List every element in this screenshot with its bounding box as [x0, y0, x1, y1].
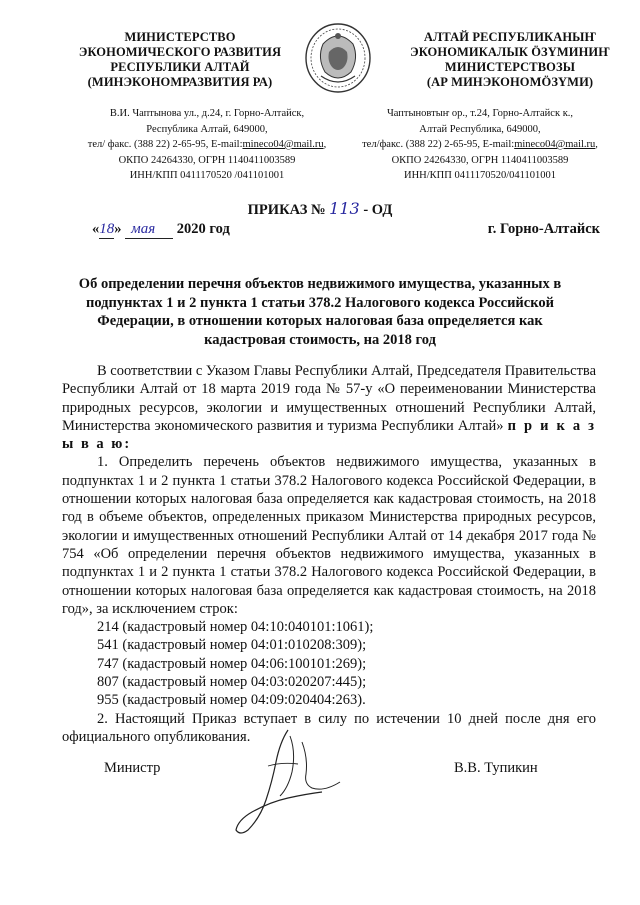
address-altai: [330, 106, 630, 184]
intro-paragraph: [62, 362, 596, 453]
ministry-line: (МИНЭКОНОМРАЗВИТИЯ РА): [87, 75, 273, 89]
ministry-line: (АР МИНЭКОНОМӦЗҮМИ): [426, 75, 594, 89]
exception-item: 955 (кадастровый номер 04:09:020404:263).: [97, 692, 366, 709]
ministry-line: РЕСПУБЛИКИ АЛТАЙ: [110, 60, 250, 74]
item-1: 1. Определить перечень объектов недвижимого имущества, указанных в подпунктах 1 и 2 пункта 1 статьи 378.2 Налогового кодекса Российской Федерации, в отношении которых налоговая база определяется как кадастровая стоимость, на 2018 год в объеме объектов, определенных приказом Министерства природных ресурсов, экологии и имущественных отношений Республики Алтай от 14 декабря 2017 года № 754 «Об определении перечня объектов недвижимого имущества, указанных в подпунктах 1 и 2 пункта 1 статьи 378.2 Налогового кодекса Российской Федерации, в отношении которых налоговая база определяется как кадастровая стоимость, на 2018 год», за исключением строк:: [62, 454, 596, 617]
address-line: Республика Алтай, 649000,: [146, 123, 268, 135]
order-label: ПРИКАЗ №: [247, 202, 326, 218]
month-handwritten: мая: [125, 221, 173, 239]
ministry-name-altai: [390, 30, 630, 90]
order-heading: [0, 199, 640, 219]
phone-text: тел/факс. (388 22) 2-65-95, E-mail:: [362, 139, 515, 150]
punctuation: ,: [595, 139, 598, 150]
prikazyvayu: п р и к а з ы в а ю:: [62, 417, 596, 453]
order-date: [92, 221, 230, 239]
ministry-line: МИНИСТЕРСТВО: [124, 30, 236, 44]
address-line: ИНН/КПП 0411170520/041101001: [404, 170, 556, 181]
exception-item: 541 (кадастровый номер 04:01:010208:309);: [97, 637, 367, 654]
exception-item: 747 (кадастровый номер 04:06:100101:269);: [97, 655, 367, 672]
ministry-line: ЭКОНОМИЧЕСКОГО РАЗВИТИЯ: [78, 45, 282, 59]
address-russian: [62, 106, 352, 184]
punctuation: ,: [323, 139, 327, 150]
date-close-quote: »: [114, 221, 122, 237]
city: г. Горно-Алтайск: [487, 221, 600, 237]
phone-text: тел/ факс. (388 22) 2-65-95, E-mail:: [87, 139, 243, 150]
year-text: 2020 год: [176, 221, 230, 237]
address-line: ИНН/КПП 0411170520 /041101001: [129, 170, 285, 181]
address-line: Алтай Республика, 649000,: [419, 123, 541, 135]
ministry-name-russian: [60, 30, 300, 90]
address-line: В.И. Чаптынова ул., д.24, г. Горно-Алтайск,: [109, 108, 305, 119]
address-line: Чаптыновтыҥ ор., т.24, Горно-Алтайск к.,: [386, 108, 574, 119]
exception-item: 214 (кадастровый номер 04:10:040101:1061);: [97, 619, 374, 636]
signatory-name: В.В. Тупикин: [454, 760, 538, 776]
signatory-position: Министр: [104, 760, 161, 776]
coat-of-arms-icon: [303, 22, 373, 94]
order-number-handwritten: 113: [329, 199, 360, 218]
day-handwritten: 18: [99, 221, 115, 237]
email-link[interactable]: mineco04@mail.ru: [514, 139, 596, 150]
address-line: [62, 137, 352, 153]
document-body: [62, 362, 596, 746]
ministry-line: АЛТАЙ РЕСПУБЛИКАНЫҤ: [423, 30, 597, 44]
handwritten-signature-icon: [218, 722, 348, 842]
document-title: Об определении перечня объектов недвижимого имущества, указанных в подпунктах 1 и 2 пункта 1 статьи 378.2 Налогового кодекса Российской Федерации, в отношении которых налоговая база определяется как кадастровая стоимость, на 2018 год: [78, 276, 562, 348]
exception-item: 807 (кадастровый номер 04:03:020207:445);: [97, 674, 367, 691]
ministry-line: ЭКОНОМИКАЛЫК ӦЗҮМИНИҤ: [410, 45, 610, 59]
address-line: [330, 137, 630, 153]
intro-text: В соответствии с Указом Главы Республики Алтай, Председателя Правительства Республики Алтай от 18 марта 2019 года № 57-у «О переименовании Министерства природных ресурсов, экологии и имущественных отношений Республики Алтай, Министерства экономического развития и туризма Республики Алтай»: [62, 363, 596, 434]
order-suffix: - ОД: [363, 202, 393, 218]
email-link[interactable]: mineco04@mail.ru: [242, 139, 324, 150]
ministry-line: МИНИСТЕРСТВОЗЫ: [444, 60, 576, 74]
address-line: ОКПО 24264330, ОГРН 1140411003589: [391, 154, 569, 166]
item-2: 2. Настоящий Приказ вступает в силу по истечении 10 дней после дня его официального опубликования.: [62, 710, 596, 745]
date-open-quote: «: [92, 221, 100, 237]
address-line: ОКПО 24264330, ОГРН 1140411003589: [118, 154, 296, 166]
